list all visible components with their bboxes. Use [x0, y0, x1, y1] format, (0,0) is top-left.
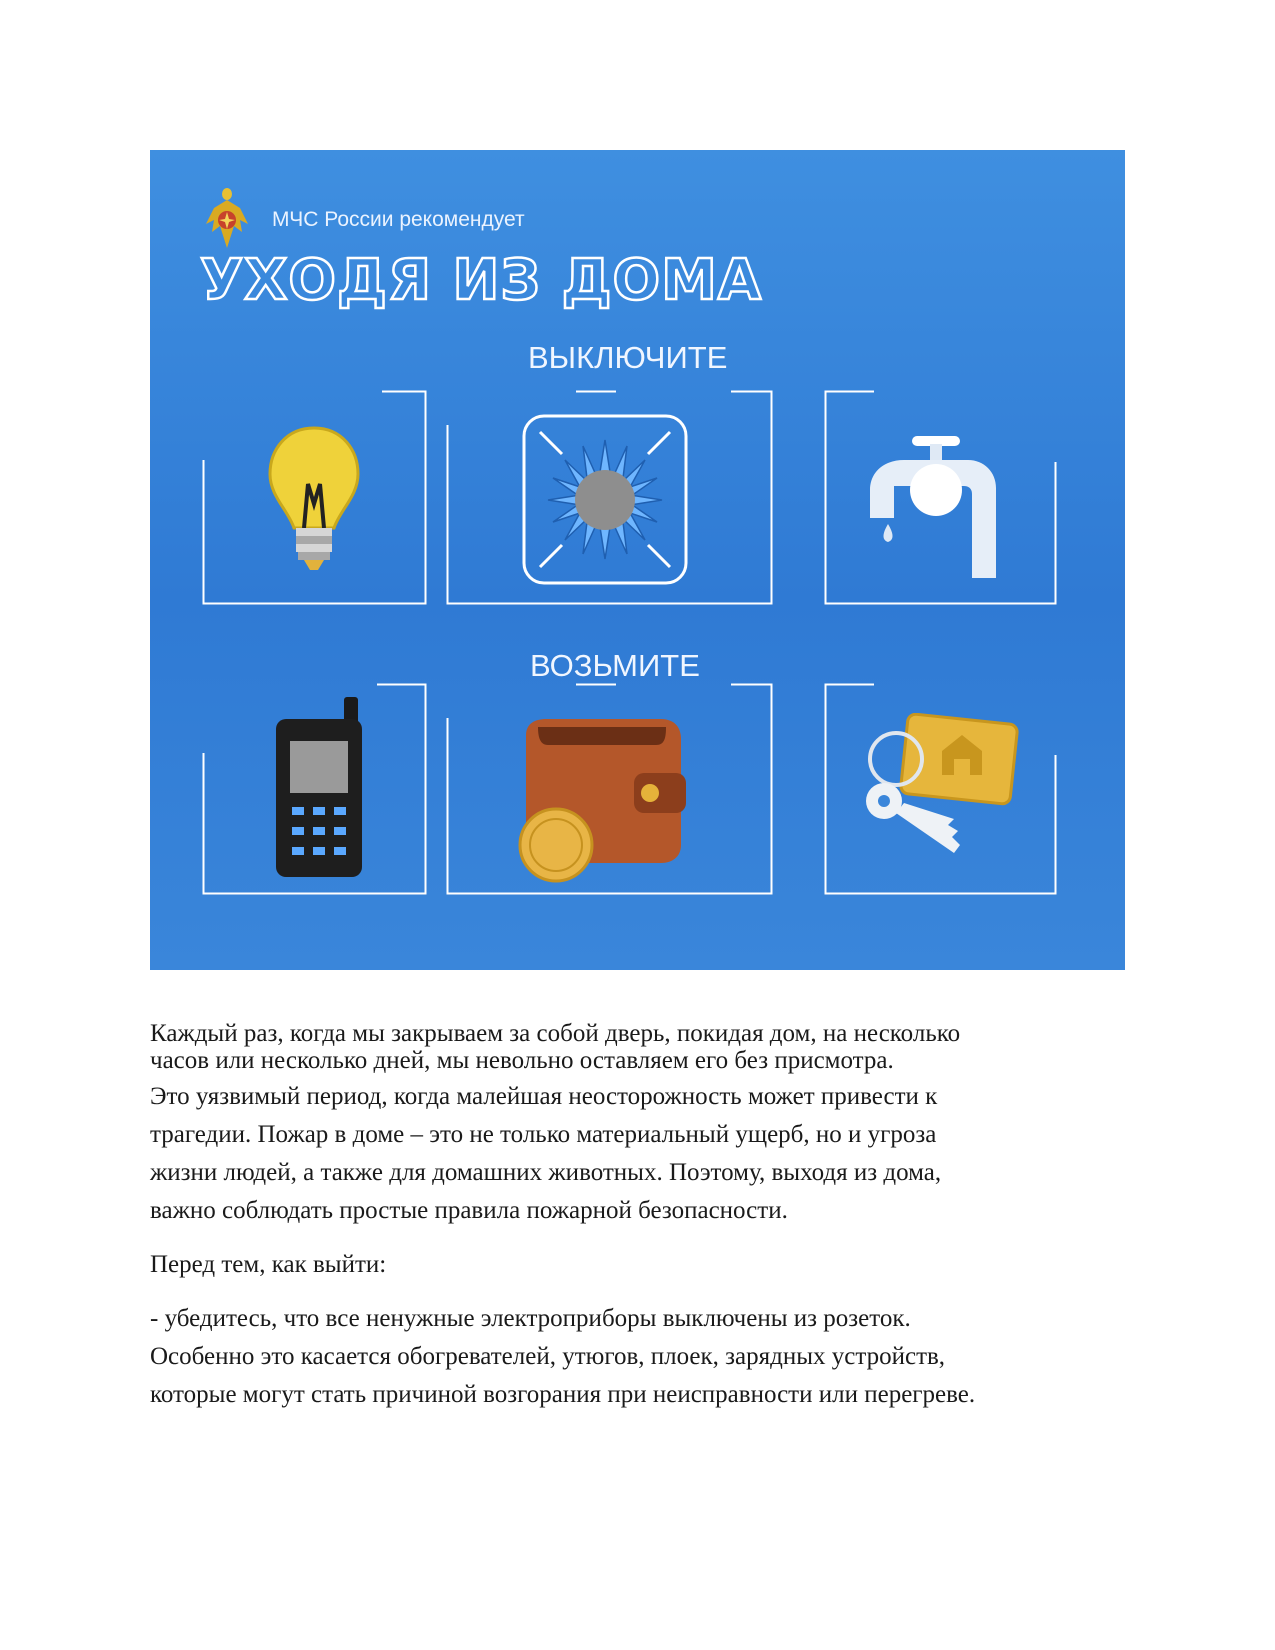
- house-keys-icon: [844, 713, 1024, 863]
- list-item-line: Особенно это касается обогревателей, утюгов, плоек, зарядных устройств,: [150, 1343, 946, 1370]
- mobile-phone-icon: [272, 695, 367, 880]
- gas-burner-icon: [520, 412, 690, 587]
- frame-mobile-phone: [202, 683, 427, 895]
- list-item-line: которые могут стать причиной возгорания при неисправности или перегреве.: [150, 1381, 976, 1408]
- paragraph-line: часов или несколько дней, мы невольно оставляем его без присмотра.: [150, 1047, 894, 1074]
- frame-wallet: [446, 683, 773, 895]
- before-leaving-heading: Перед тем, как выйти:: [150, 1251, 387, 1278]
- emercom-emblem-icon: [202, 186, 252, 252]
- wallet-icon: [516, 715, 691, 885]
- take-label: ВОЗЬМИТЕ: [530, 648, 700, 683]
- turn-off-label: ВЫКЛЮЧИТЕ: [528, 340, 728, 375]
- paragraph-line: жизни людей, а также для домашних животных. Поэтому, выходя из дома,: [150, 1159, 942, 1186]
- frame-water-tap: [824, 390, 1057, 605]
- poster: [150, 150, 1125, 970]
- lightbulb-icon: [264, 424, 364, 584]
- paragraph-line: трагедии. Пожар в доме – это не только материальный ущерб, но и угроза: [150, 1121, 937, 1148]
- water-tap-icon: [864, 428, 1004, 588]
- frame-lightbulb: [202, 390, 427, 605]
- paragraph-line: важно соблюдать простые правила пожарной безопасности.: [150, 1197, 788, 1224]
- poster-headline: УХОДЯ ИЗ ДОМА: [200, 248, 763, 313]
- article-text: [150, 1020, 1125, 1414]
- frame-gas-burner: [446, 390, 773, 605]
- organization-label: МЧС России рекомендует: [272, 208, 525, 231]
- list-item-line: - убедитесь, что все ненужные электроприборы выключены из розеток.: [150, 1305, 911, 1332]
- frame-house-keys: [824, 683, 1057, 895]
- paragraph-line: Каждый раз, когда мы закрываем за собой дверь, покидая дом, на несколько: [150, 1020, 961, 1047]
- paragraph-line: Это уязвимый период, когда малейшая неосторожность может привести к: [150, 1083, 938, 1110]
